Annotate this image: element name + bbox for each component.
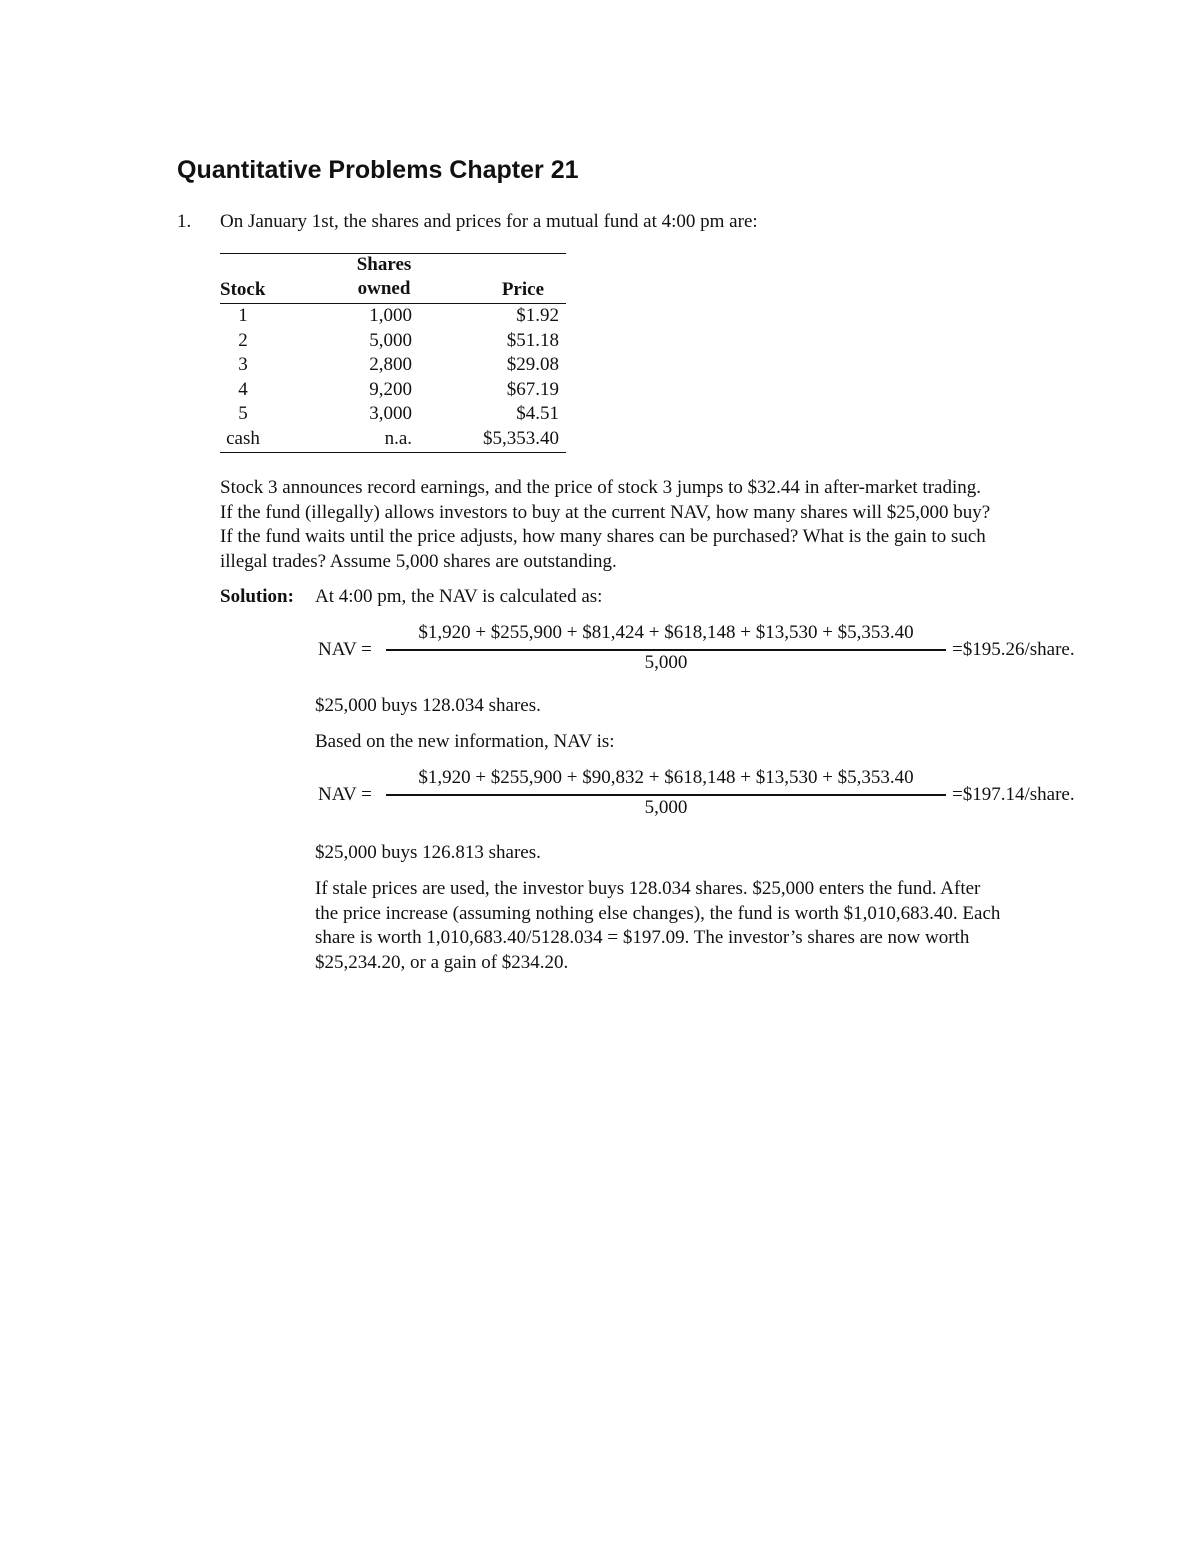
- final-line: the price increase (assuming nothing else changes), the fund is worth $1,010,683.40. Each: [315, 902, 1001, 924]
- final-explanation: [315, 877, 1115, 975]
- table-row: [220, 304, 566, 329]
- equation-denominator: 5,000: [644, 652, 688, 673]
- equation-denominator: 5,000: [644, 797, 688, 818]
- solution-label: Solution:: [220, 586, 294, 607]
- equation-numerator: $1,920 + $255,900 + $90,832 + $618,148 + $13,530 + $5,353.40: [418, 767, 914, 788]
- cell-stock: 2: [238, 329, 248, 351]
- equation-lhs: NAV =: [318, 784, 372, 805]
- question-intro: On January 1st, the shares and prices for a mutual fund at 4:00 pm are:: [220, 211, 758, 232]
- header-shares-line1: Shares: [356, 254, 412, 275]
- problem-statement: [220, 476, 1100, 574]
- table-row: [220, 353, 566, 378]
- problem-line: If the fund waits until the price adjusts, how many shares can be purchased? What is the gain to such: [220, 526, 986, 548]
- equation-numerator: $1,920 + $255,900 + $81,424 + $618,148 + $13,530 + $5,353.40: [418, 622, 914, 643]
- cell-price: $1.92: [516, 305, 559, 326]
- problem-line: illegal trades? Assume 5,000 shares are outstanding.: [220, 550, 617, 572]
- solution-intro: At 4:00 pm, the NAV is calculated as:: [315, 586, 603, 607]
- cell-shares: 2,800: [369, 354, 412, 376]
- question-number: 1.: [177, 211, 192, 232]
- holdings-table: [220, 253, 566, 453]
- cell-shares: 3,000: [369, 403, 412, 425]
- nav-equation-after: [318, 767, 1098, 827]
- fraction-bar: [386, 649, 946, 651]
- final-line: If stale prices are used, the investor buys 128.034 shares. $25,000 enters the fund. After: [315, 878, 981, 899]
- cell-stock: 1: [238, 305, 248, 326]
- nav-equation-before: [318, 622, 1098, 682]
- cell-price: $67.19: [506, 378, 559, 400]
- equation-result: =$197.14/share.: [952, 784, 1075, 805]
- cell-shares: 9,200: [369, 378, 412, 400]
- table-row: [220, 427, 566, 452]
- table-bottom-rule: [220, 452, 566, 453]
- equation-lhs: NAV =: [318, 639, 372, 660]
- table-header: [220, 254, 566, 303]
- cell-price: $29.08: [506, 354, 559, 376]
- fraction-bar: [386, 794, 946, 796]
- problem-line: Stock 3 announces record earnings, and the price of stock 3 jumps to $32.44 in after-market trading.: [220, 477, 981, 498]
- page-title: Quantitative Problems Chapter 21: [177, 156, 579, 184]
- header-shares-owned: [324, 253, 444, 301]
- cell-stock: 5: [238, 403, 248, 425]
- table-row: [220, 402, 566, 427]
- final-line: share is worth 1,010,683.40/5128.034 = $197.09. The investor’s shares are now worth: [315, 927, 970, 949]
- equation-result: =$195.26/share.: [952, 639, 1075, 660]
- new-info-line: Based on the new information, NAV is:: [315, 731, 615, 752]
- cell-stock: cash: [226, 427, 260, 449]
- problem-line: If the fund (illegally) allows investors to buy at the current NAV, how many shares will $25,000 buy?: [220, 501, 991, 523]
- header-price: Price: [501, 279, 544, 300]
- final-line: $25,234.20, or a gain of $234.20.: [315, 951, 569, 973]
- header-shares-line2: owned: [357, 278, 411, 299]
- cell-price: $51.18: [506, 329, 559, 351]
- header-stock: Stock: [220, 279, 266, 300]
- cell-stock: 3: [238, 354, 248, 376]
- cell-shares: n.a.: [384, 427, 412, 449]
- cell-price: $5,353.40: [483, 427, 559, 449]
- table-row: [220, 378, 566, 403]
- table-row: [220, 329, 566, 354]
- cell-shares: 5,000: [369, 329, 412, 351]
- shares-bought-after: $25,000 buys 126.813 shares.: [315, 842, 541, 863]
- cell-stock: 4: [238, 378, 248, 400]
- shares-bought-before: $25,000 buys 128.034 shares.: [315, 695, 541, 716]
- cell-price: $4.51: [516, 403, 559, 425]
- cell-shares: 1,000: [369, 305, 412, 326]
